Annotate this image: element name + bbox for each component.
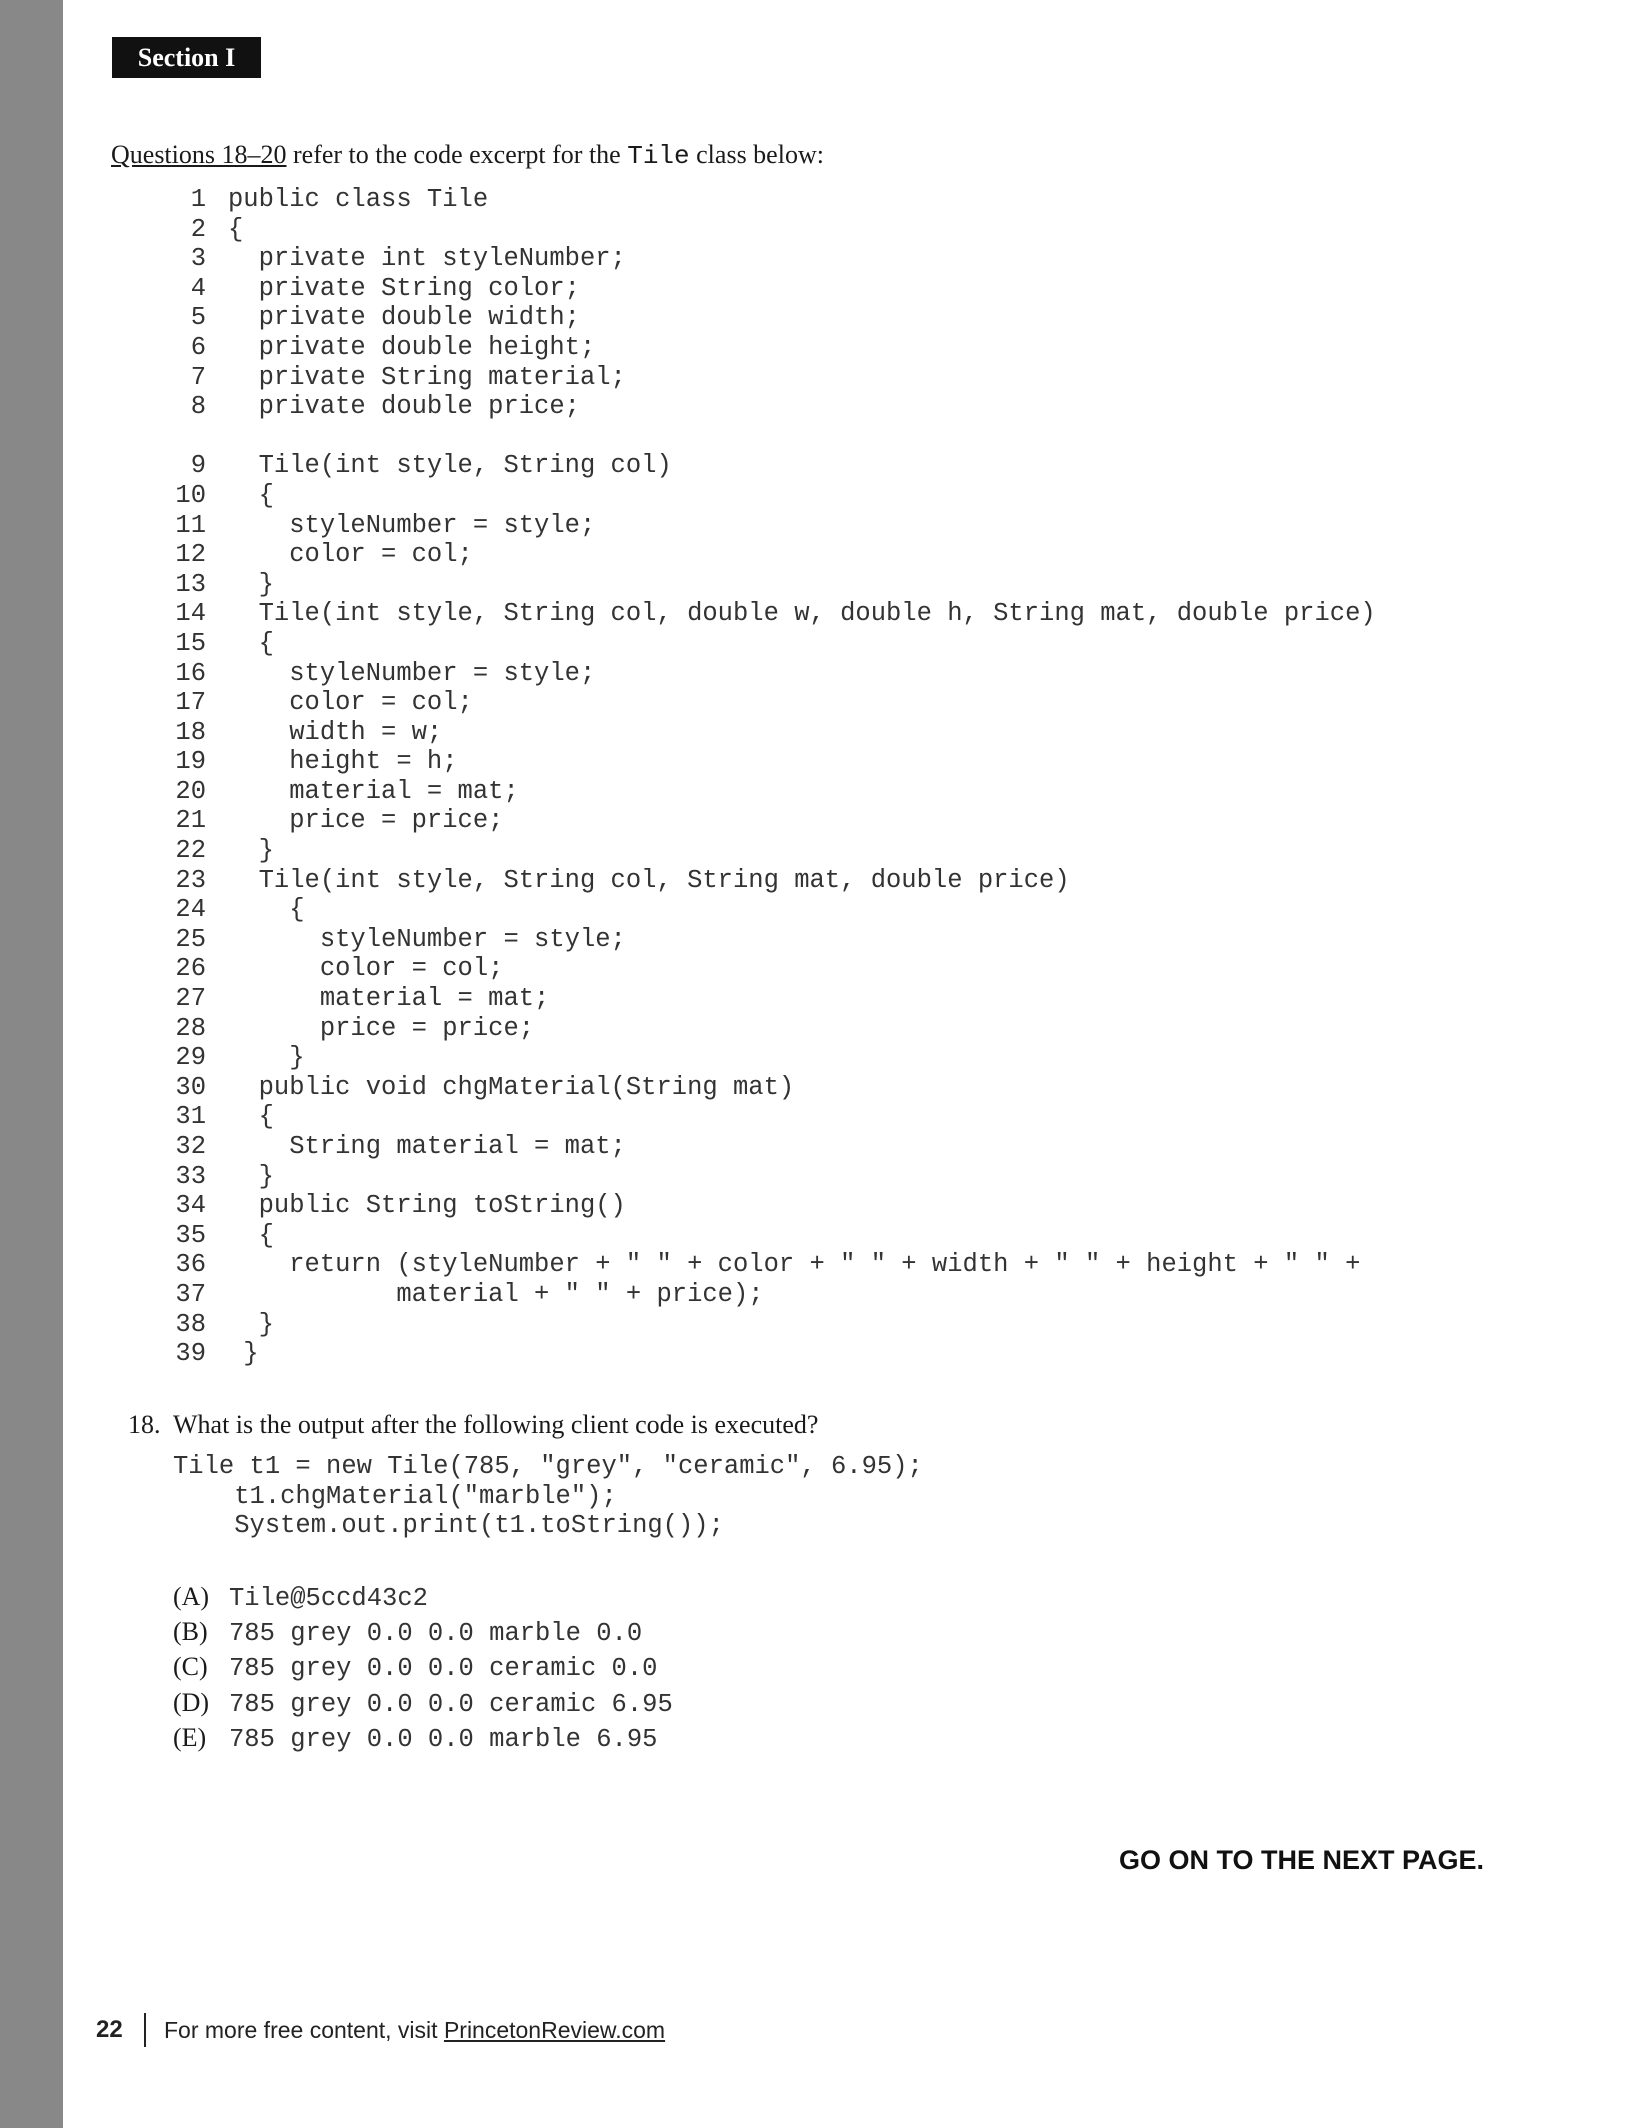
intro-text-before: refer to the code excerpt for the	[286, 140, 628, 169]
line-number: 10	[175, 480, 206, 510]
line-number: 37	[175, 1279, 206, 1309]
footer-link[interactable]: PrincetonReview.com	[443, 2016, 666, 2043]
line-number: 4	[190, 273, 206, 303]
code-text: }	[228, 1043, 305, 1073]
page-footer	[96, 2012, 665, 2048]
code-text: styleNumber = style;	[228, 510, 596, 540]
code-text: Tile(int style, String col, double w, double h, String mat, double price)	[228, 599, 1376, 629]
code-text: {	[228, 895, 305, 925]
code-text: String material = mat;	[228, 1132, 626, 1161]
line-number: 16	[175, 658, 206, 688]
line-number: 2	[190, 214, 206, 244]
code-text: private double price;	[228, 392, 580, 422]
choice-letter: (A)	[173, 1582, 210, 1611]
code-text: {	[228, 214, 244, 244]
question-number: 18.	[128, 1410, 161, 1439]
code-text: }	[228, 1161, 274, 1191]
code-text: height = h;	[228, 747, 458, 777]
code-text: public class Tile	[228, 185, 489, 214]
code-text: private String material;	[228, 362, 626, 392]
code-text: return (styleNumber + " " + color + " " + width + " " + height + " " +	[228, 1250, 1361, 1280]
section-label: Section I	[112, 37, 261, 78]
code-text: width = w;	[228, 717, 443, 747]
line-number: 15	[175, 628, 206, 658]
code-text: {	[228, 480, 274, 510]
line-number: 28	[175, 1013, 206, 1043]
code-text: public void chgMaterial(String mat)	[228, 1072, 795, 1102]
code-text: color = col;	[228, 954, 504, 984]
code-text: material = mat;	[228, 776, 519, 806]
answer-choices	[173, 1582, 673, 1758]
intro-text-after: class below:	[689, 140, 824, 169]
choice-letter: (E)	[173, 1722, 207, 1752]
line-number: 39	[175, 1339, 206, 1369]
questions-reference: Questions 18–20	[111, 140, 287, 169]
line-number: 24	[175, 895, 206, 925]
question-text: What is the output after the following client code is executed?	[173, 1410, 819, 1439]
line-number: 8	[190, 392, 206, 422]
choice-value: 785 grey 0.0 0.0 ceramic 6.95	[229, 1689, 673, 1719]
choice-value: Tile@5ccd43c2	[229, 1584, 428, 1613]
line-number: 32	[175, 1132, 206, 1161]
choice-value: 785 grey 0.0 0.0 marble 6.95	[229, 1724, 658, 1754]
choice-value: 785 grey 0.0 0.0 ceramic 0.0	[229, 1654, 658, 1684]
line-number: 18	[175, 717, 206, 747]
line-number: 17	[175, 688, 206, 718]
line-number: 22	[175, 836, 206, 866]
line-number: 23	[175, 865, 206, 895]
line-number: 27	[175, 984, 206, 1014]
line-number: 12	[175, 540, 206, 570]
code-text: color = col;	[228, 688, 473, 718]
page-number: 22	[96, 2016, 123, 2043]
code-text: private double height;	[228, 332, 596, 362]
line-number: 21	[175, 806, 206, 836]
page-side-bar	[0, 0, 63, 2128]
line-number: 9	[190, 451, 206, 481]
choice-b	[173, 1617, 673, 1652]
client-code-line: System.out.print(t1.toString());	[173, 1511, 724, 1541]
line-number: 7	[190, 362, 206, 392]
code-text: }	[228, 569, 274, 599]
code-text: styleNumber = style;	[228, 658, 596, 688]
client-code-line: t1.chgMaterial("marble");	[173, 1481, 617, 1511]
line-number: 5	[190, 303, 206, 333]
line-number: 1	[190, 185, 206, 214]
line-number: 14	[175, 599, 206, 629]
code-text: Tile(int style, String col)	[228, 451, 672, 481]
client-code-line: Tile t1 = new Tile(785, "grey", "ceramic", 6.95);	[173, 1452, 923, 1481]
code-text: material + " " + price);	[228, 1279, 764, 1309]
code-text: {	[228, 1102, 274, 1132]
line-number: 6	[190, 332, 206, 362]
code-text: styleNumber = style;	[228, 924, 626, 954]
code-text: private String color;	[228, 273, 580, 303]
choice-letter: (D)	[173, 1687, 210, 1717]
line-number: 33	[175, 1161, 206, 1191]
choice-value: 785 grey 0.0 0.0 marble 0.0	[229, 1619, 643, 1649]
code-text: }	[228, 1339, 259, 1369]
code-text: price = price;	[228, 1013, 535, 1043]
choice-d	[173, 1688, 673, 1723]
line-number: 34	[175, 1191, 206, 1221]
code-text: {	[228, 1220, 274, 1250]
line-number: 25	[175, 924, 206, 954]
code-text: material = mat;	[228, 984, 550, 1014]
go-on-notice: GO ON TO THE NEXT PAGE.	[1119, 1845, 1485, 1875]
line-number: 26	[175, 954, 206, 984]
client-code	[173, 1452, 923, 1541]
footer-caption: For more free content, visit	[164, 2016, 444, 2043]
code-text: }	[228, 836, 274, 866]
choice-e	[173, 1723, 673, 1758]
line-number: 11	[175, 510, 206, 540]
code-text: public String toString()	[228, 1191, 626, 1221]
choice-c	[173, 1652, 673, 1687]
code-text: color = col;	[228, 540, 473, 570]
line-number: 36	[175, 1250, 206, 1280]
choice-a	[173, 1582, 673, 1617]
line-number: 3	[190, 244, 206, 274]
line-number: 29	[175, 1043, 206, 1073]
line-number: 13	[175, 569, 206, 599]
question-intro	[111, 140, 824, 171]
line-number: 20	[175, 776, 206, 806]
code-text: }	[228, 1309, 274, 1339]
code-text: Tile(int style, String col, String mat, double price)	[228, 865, 1070, 895]
line-number: 38	[175, 1309, 206, 1339]
code-text: price = price;	[228, 806, 504, 836]
footer-divider	[144, 2013, 146, 2047]
line-number: 30	[175, 1072, 206, 1102]
choice-letter: (C)	[173, 1652, 208, 1682]
code-text: private double width;	[228, 303, 580, 333]
code-text: {	[228, 628, 274, 658]
line-number: 35	[175, 1220, 206, 1250]
footer-text	[164, 2017, 665, 2044]
code-text: private int styleNumber;	[228, 244, 626, 274]
choice-letter: (B)	[173, 1617, 208, 1647]
line-number: 19	[175, 747, 206, 777]
line-number: 31	[175, 1102, 206, 1132]
class-name: Tile	[627, 141, 690, 171]
